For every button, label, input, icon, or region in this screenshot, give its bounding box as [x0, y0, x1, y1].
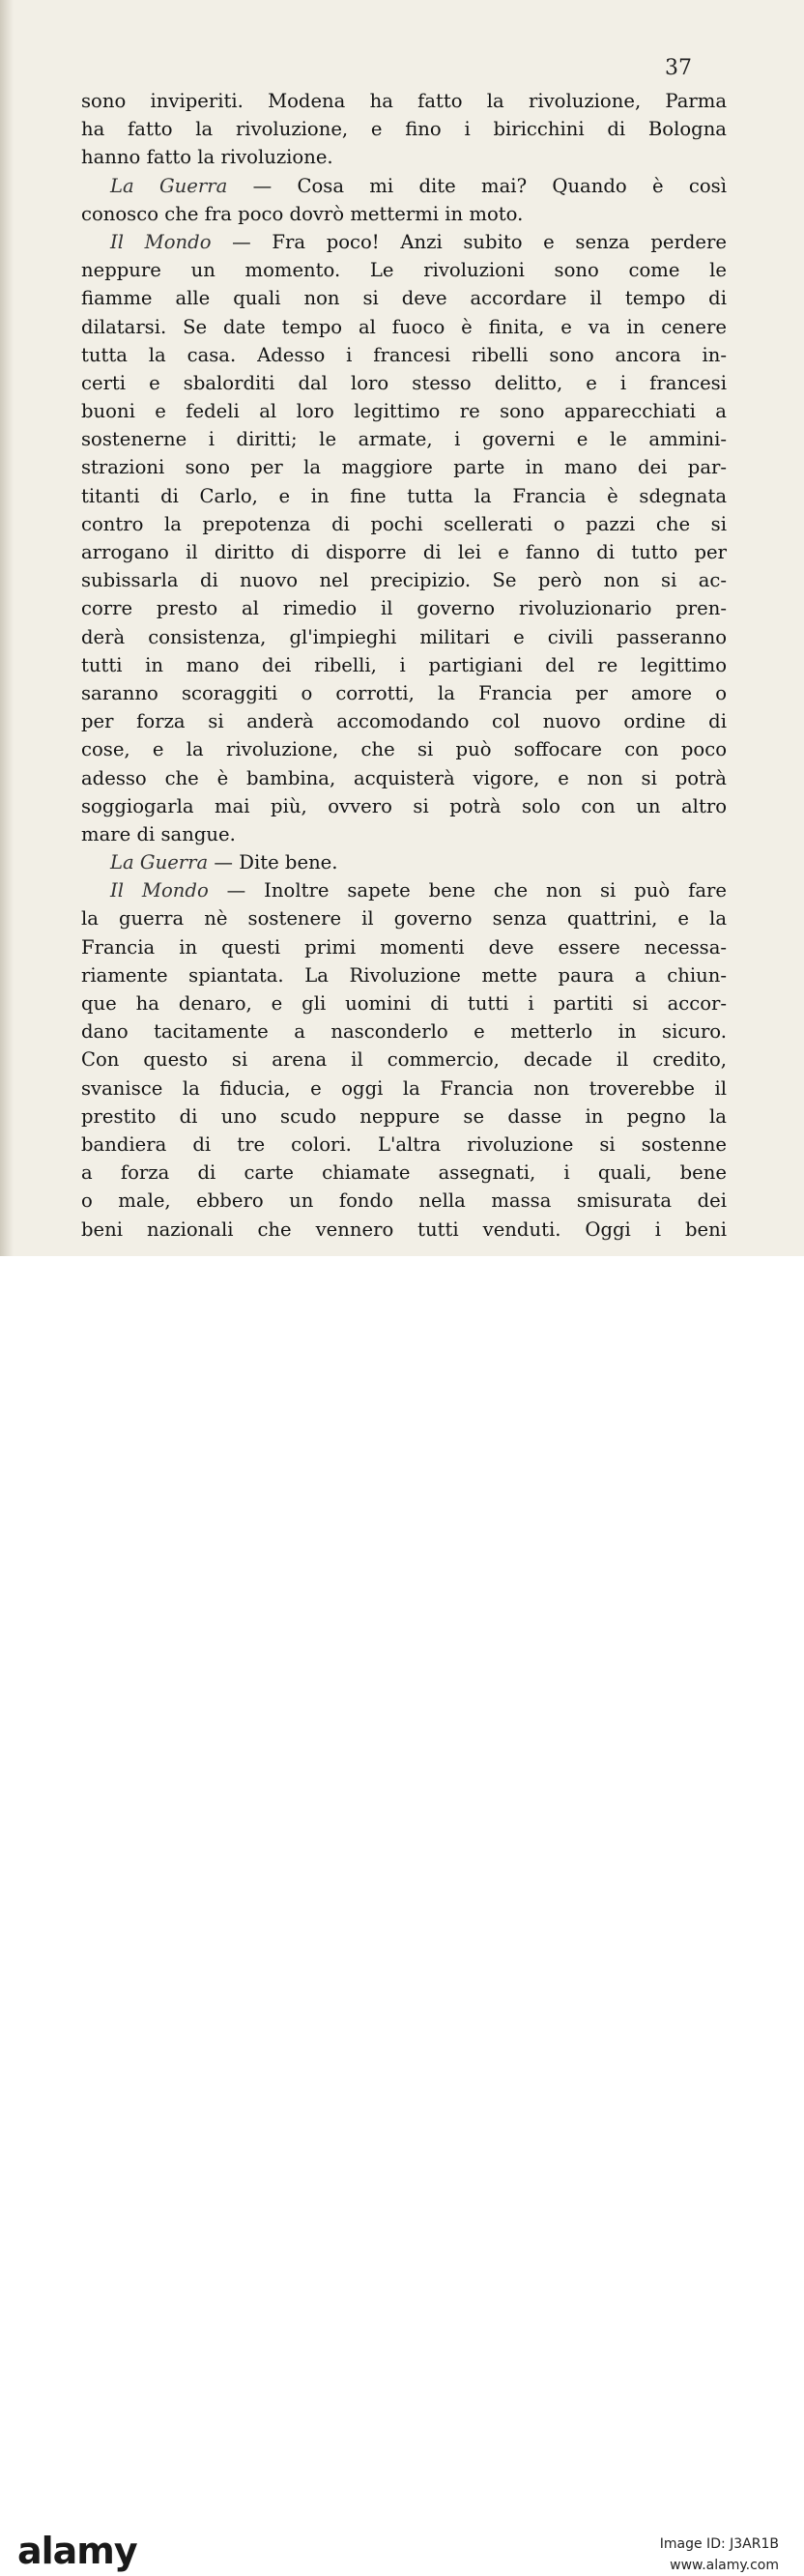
line-text: — Dite bene. — [208, 851, 338, 874]
text-line — [81, 1102, 727, 1131]
text-line — [81, 341, 727, 369]
line-text: contro la prepotenza di pochi scellerati o pazzi che si — [81, 512, 727, 535]
line-text: hanno fatto la rivoluzione. — [81, 146, 333, 169]
line-text: arrogano il diritto di disporre di lei e fanno di tutto per — [81, 541, 727, 563]
line-text: buoni e fedeli al loro legittimo re sono apparecchiati a — [81, 400, 727, 423]
book-page — [0, 0, 804, 1256]
line-text: titanti di Carlo, e in fine tutta la Francia è sdegnata — [81, 484, 727, 507]
text-line — [81, 482, 727, 510]
line-text: subissarla di nuovo nel precipizio. Se però non si ac- — [81, 569, 727, 592]
text-line — [81, 369, 727, 397]
text-line — [81, 707, 727, 735]
text-line — [81, 989, 727, 1017]
page-text-block — [81, 87, 727, 1244]
site-url: www.alamy.com — [670, 2558, 779, 2573]
line-text: la guerra nè sostenere il governo senza quattrini, e la — [81, 907, 727, 930]
text-line — [81, 1187, 727, 1215]
line-text: cose, e la rivoluzione, che si può soffocare con poco — [81, 738, 727, 761]
line-text: ha fatto la rivoluzione, e fino i biricchini di Bologna — [81, 118, 727, 141]
line-text: que ha denaro, e gli uomini di tutti i partiti si accor- — [81, 992, 727, 1015]
line-text: conosco che fra poco dovrò mettermi in moto. — [81, 202, 524, 225]
text-line — [81, 1074, 727, 1102]
line-text: — Inoltre sapete bene che non si può fare — [208, 879, 727, 902]
line-text: o male, ebbero un fondo nella massa smisurata dei — [81, 1189, 727, 1213]
line-text: Con questo si arena il commercio, decade il credito, — [81, 1048, 727, 1072]
text-line — [81, 1159, 727, 1187]
text-line — [81, 397, 727, 425]
line-text: neppure un momento. Le rivoluzioni sono come le — [81, 259, 727, 282]
line-text: — Fra poco! Anzi subito e senza perdere — [211, 230, 727, 253]
text-line — [81, 1131, 727, 1159]
speaker-name: La Guerra — [110, 174, 228, 197]
text-line — [81, 87, 727, 115]
line-text: prestito di uno scudo neppure se dasse in pegno la — [81, 1104, 727, 1128]
line-text: soggiogarla mai più, ovvero si potrà solo con un altro — [81, 794, 727, 817]
text-line — [81, 284, 727, 312]
text-line — [81, 848, 727, 876]
text-line — [81, 115, 727, 143]
text-line — [81, 1045, 727, 1073]
text-line — [81, 735, 727, 763]
line-text: tutti in mano dei ribelli, i partigiani del re legittimo — [81, 653, 727, 676]
line-text: a forza di carte chiamate assegnati, i quali, bene — [81, 1161, 727, 1185]
text-line — [81, 256, 727, 284]
line-text: dilatarsi. Se date tempo al fuoco è finita, e va in cenere — [81, 315, 727, 338]
text-line — [81, 679, 727, 707]
text-line — [81, 764, 727, 792]
speaker-name: La Guerra — [110, 851, 209, 874]
text-line — [81, 1216, 727, 1244]
line-text: — Cosa mi dite mai? Quando è così — [227, 174, 727, 197]
speaker-name: Il Mondo — [110, 879, 209, 902]
text-line — [81, 172, 727, 200]
line-text: strazioni sono per la maggiore parte in mano dei par- — [81, 456, 727, 479]
line-text: Francia in questi primi momenti deve essere necessa- — [81, 935, 727, 959]
line-text: derà consistenza, gl'impieghi militari e civili passeranno — [81, 625, 727, 648]
line-text: sono inviperiti. Modena ha fatto la rivoluzione, Parma — [81, 90, 727, 112]
text-line — [81, 200, 727, 228]
watermark-footer — [0, 1256, 804, 2573]
text-line — [81, 904, 727, 932]
text-line — [81, 623, 727, 651]
page-gutter-shadow — [0, 0, 14, 1256]
line-text: certi e sbalorditi dal loro stesso delitto, e i francesi — [81, 371, 727, 394]
line-text: mare di sangue. — [81, 822, 236, 845]
line-text: saranno scoraggiti o corrotti, la Francia per amore o — [81, 681, 727, 704]
text-line — [81, 651, 727, 679]
text-line — [81, 876, 727, 904]
text-line — [81, 792, 727, 820]
line-text: beni nazionali che vennero tutti venduti. Oggi i beni — [81, 1217, 727, 1241]
text-line — [81, 566, 727, 594]
line-text: dano tacitamente a nasconderlo e metterlo in sicuro. — [81, 1020, 727, 1044]
stock-id — [660, 2533, 779, 2576]
alamy-logo: alamy — [17, 2530, 137, 2572]
line-text: bandiera di tre colori. L'altra rivoluzione si sostenne — [81, 1132, 727, 1156]
line-text: tutta la casa. Adesso i francesi ribelli sono ancora in- — [81, 343, 727, 366]
text-line — [81, 425, 727, 453]
page-number: 37 — [665, 56, 692, 80]
line-text: sostenerne i diritti; le armate, i governi e le ammini- — [81, 428, 727, 451]
line-text: adesso che è bambina, acquisterà vigore, e non si potrà — [81, 766, 727, 789]
text-line — [81, 820, 727, 848]
line-text: corre presto al rimedio il governo rivoluzionario pren- — [81, 597, 727, 620]
line-text: svanisce la fiducia, e oggi la Francia non troverebbe il — [81, 1076, 727, 1100]
text-line — [81, 143, 727, 171]
text-line — [81, 1017, 727, 1045]
text-line — [81, 961, 727, 989]
text-line — [81, 510, 727, 538]
line-text: per forza si anderà accomodando col nuovo ordine di — [81, 710, 727, 733]
image-id-label: Image ID: J3AR1B — [659, 2536, 779, 2552]
text-line — [81, 228, 727, 256]
text-line — [81, 933, 727, 961]
text-line — [81, 594, 727, 622]
line-text: fiamme alle quali non si deve accordare il tempo di — [81, 287, 727, 310]
line-text: riamente spiantata. La Rivoluzione mette paura a chiun- — [81, 963, 727, 987]
text-line — [81, 313, 727, 341]
text-line — [81, 538, 727, 566]
speaker-name: Il Mondo — [110, 230, 212, 253]
text-line — [81, 453, 727, 481]
